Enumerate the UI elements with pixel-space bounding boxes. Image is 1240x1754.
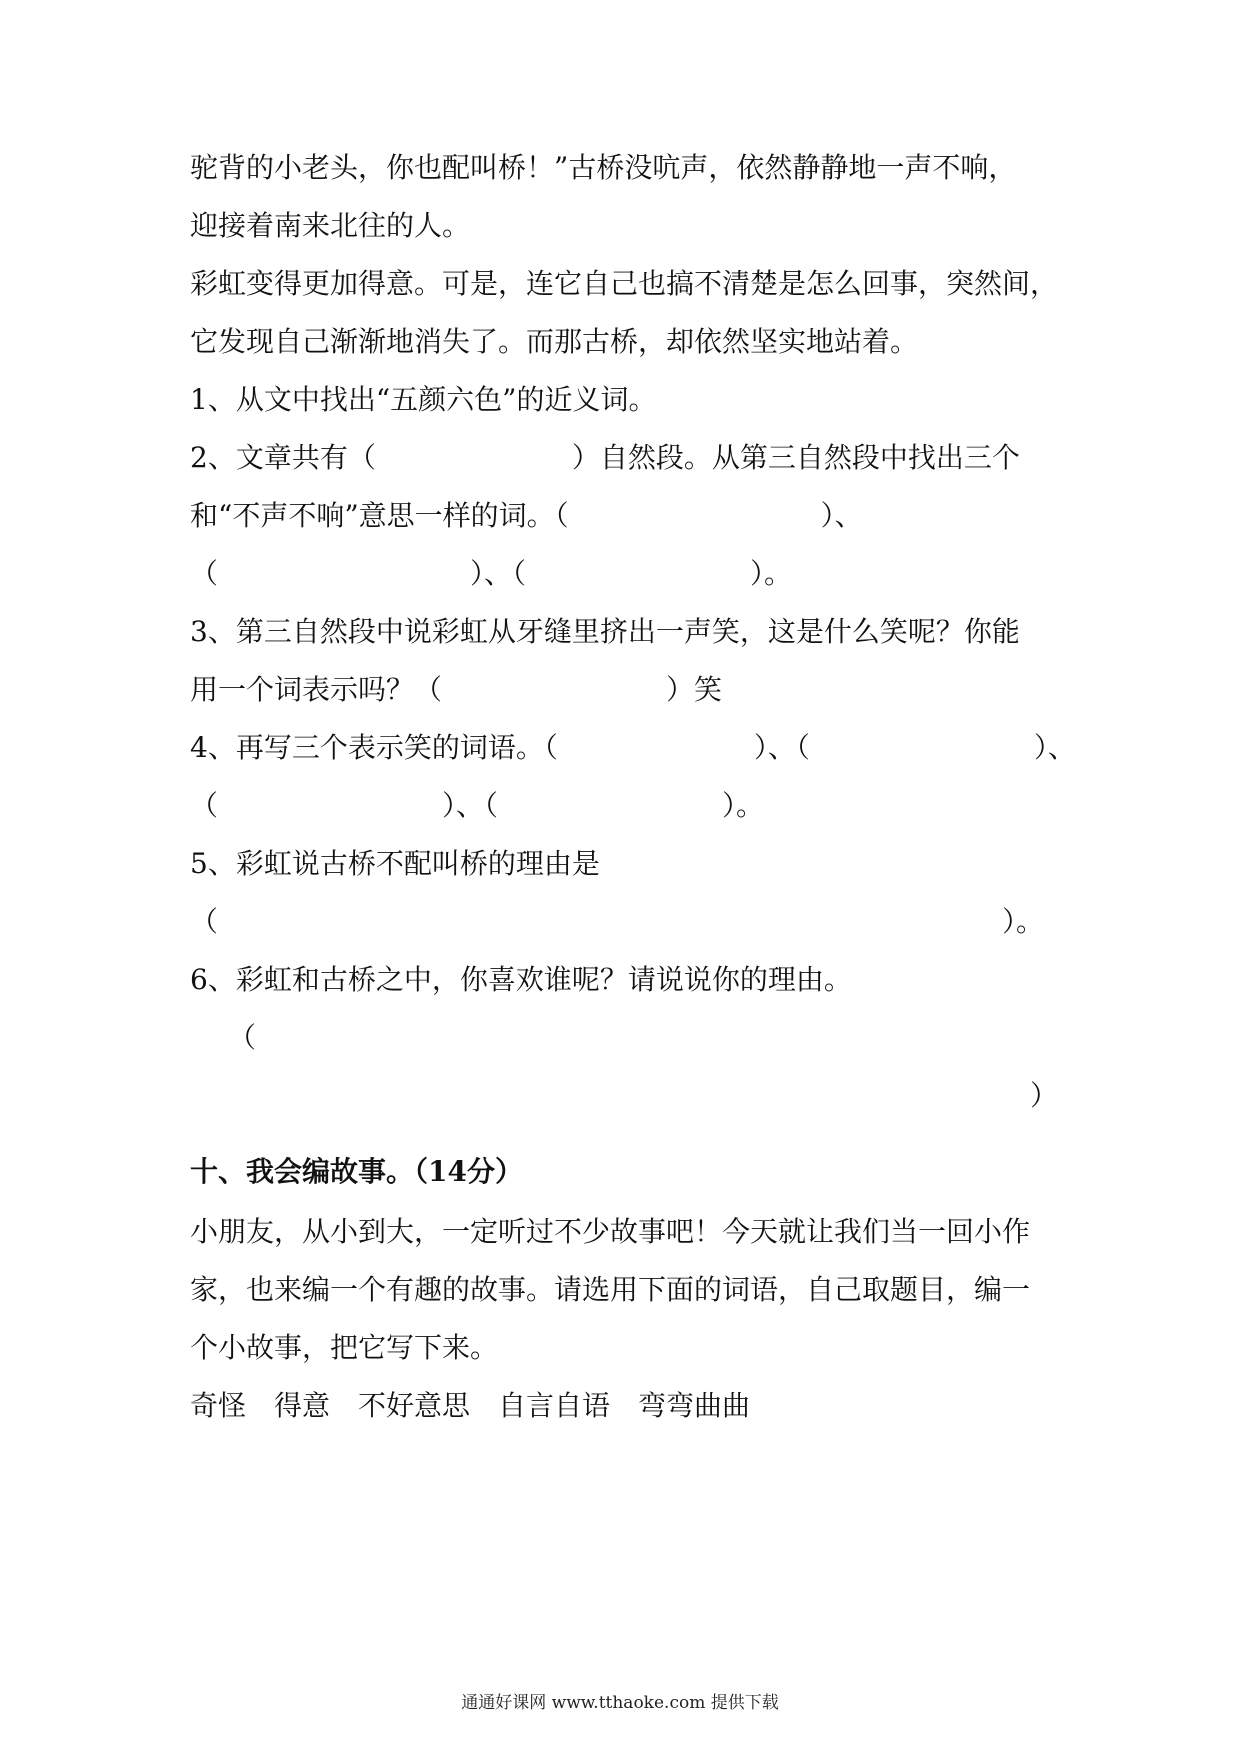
- answer-close-paren: ）: [1030, 1079, 1059, 1112]
- word-bank: 奇怪 得意 不好意思 自言自语 弯弯曲曲: [190, 1389, 751, 1422]
- footer-credit: 通通好课网 www.tthaoke.com 提供下载: [461, 1693, 779, 1713]
- question-3-cont: 用一个词表示吗？（ ）笑: [190, 673, 723, 706]
- question-5-blank: （ ）。: [190, 905, 1045, 938]
- question-4: 4、再写三个表示笑的词语。（ ）、（ ）、: [190, 731, 1076, 764]
- section-10-text: 家，也来编一个有趣的故事。请选用下面的词语，自己取题目，编一: [190, 1273, 1031, 1306]
- answer-open-paren: （: [228, 1021, 257, 1054]
- question-4-blanks: （ ）、（ ）。: [190, 789, 765, 822]
- question-2-cont: 和“不声不响”意思一样的词。（ ）、: [190, 499, 863, 532]
- question-2: 2、文章共有（ ）自然段。从第三自然段中找出三个: [190, 441, 1020, 474]
- passage-line: 彩虹变得更加得意。可是，连它自己也搞不清楚是怎么回事，突然间，: [190, 267, 1059, 300]
- passage-line: 迎接着南来北往的人。: [190, 209, 471, 242]
- section-10-heading: 十、我会编故事。（14分）: [190, 1155, 523, 1188]
- section-10-text: 小朋友，从小到大，一定听过不少故事吧！今天就让我们当一回小作: [190, 1215, 1031, 1248]
- passage-line: 它发现自己渐渐地消失了。而那古桥，却依然坚实地站着。: [190, 325, 919, 358]
- question-1: 1、从文中找出“五颜六色”的近义词。: [190, 383, 657, 416]
- question-3: 3、第三自然段中说彩虹从牙缝里挤出一声笑，这是什么笑呢？你能: [190, 615, 1020, 648]
- question-5: 5、彩虹说古桥不配叫桥的理由是: [190, 847, 600, 880]
- section-10-text: 个小故事，把它写下来。: [190, 1331, 499, 1364]
- question-6: 6、彩虹和古桥之中，你喜欢谁呢？请说说你的理由。: [190, 963, 852, 996]
- question-2-blanks: （ ）、（ ）。: [190, 557, 793, 590]
- passage-line: 驼背的小老头，你也配叫桥！”古桥没吭声，依然静静地一声不响，: [190, 151, 1017, 184]
